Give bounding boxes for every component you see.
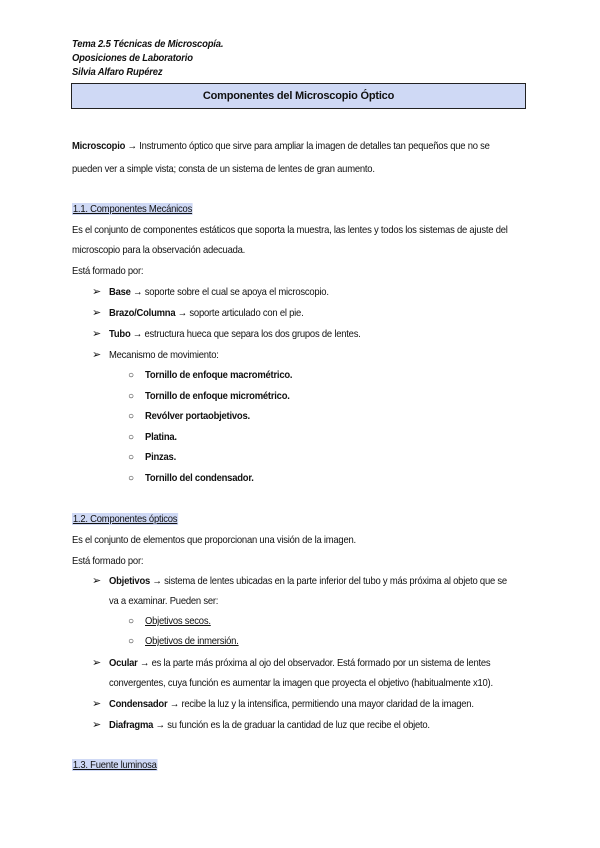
subitem-pinzas: Pinzas.	[145, 451, 176, 463]
list-item-ocular-cont: convergentes, cuya función es aumentar la imagen que proyecta el objetivo (habitualmente x10).	[109, 677, 493, 689]
circle-bullet-icon: ○	[128, 370, 135, 381]
list-item-objetivos: Objetivos → sistema de lentes ubicadas en la parte inferior del tubo y más próxima al objeto que se	[109, 575, 507, 587]
sec1-desc-2: microscopio para la observación adecuada.	[72, 244, 246, 256]
list-item-condensador: Condensador → recibe la luz y la intensifica, permitiendo una mayor claridad de la imagen.	[109, 698, 474, 710]
subitem-macrometrico: Tornillo de enfoque macrométrico.	[145, 369, 293, 381]
arrow-bullet-icon: ➢	[92, 328, 102, 340]
circle-bullet-icon: ○	[128, 616, 135, 627]
circle-bullet-icon: ○	[128, 432, 135, 443]
subitem-platina: Platina.	[145, 431, 177, 443]
intro-text-1: → Instrumento óptico que sirve para ampliar la imagen de detalles tan pequeños que no se	[125, 140, 490, 152]
list-item-objetivos-cont: va a examinar. Pueden ser:	[109, 595, 219, 607]
header-author: Silvia Alfaro Rupérez	[72, 66, 163, 78]
arrow-bullet-icon: ➢	[92, 307, 102, 319]
intro-line-1	[72, 140, 490, 152]
arrow-bullet-icon: ➢	[92, 286, 102, 298]
arrow-bullet-icon: ➢	[92, 698, 102, 710]
arrow-bullet-icon: ➢	[92, 719, 102, 731]
sec1-formed: Está formado por:	[72, 265, 144, 277]
circle-bullet-icon: ○	[128, 636, 135, 647]
intro-term: Microscopio	[72, 140, 126, 152]
header-topic: Tema 2.5 Técnicas de Microscopía.	[72, 38, 224, 50]
sec1-desc-1: Es el conjunto de componentes estáticos que soporta la muestra, las lentes y todos los sistemas de ajuste del	[72, 224, 508, 236]
circle-bullet-icon: ○	[128, 473, 135, 484]
arrow-bullet-icon: ➢	[92, 349, 102, 361]
section-heading-opticos: 1.2. Componentes ópticos	[72, 513, 178, 525]
document-title: Componentes del Microscopio Óptico	[71, 83, 526, 109]
list-item-diafragma: Diafragma → su función es la de graduar la cantidad de luz que recibe el objeto.	[109, 719, 430, 731]
section-heading-mecanicos: 1.1. Componentes Mecánicos	[72, 203, 193, 215]
list-item-base: Base → soporte sobre el cual se apoya el microscopio.	[109, 286, 329, 298]
list-item-brazo: Brazo/Columna → soporte articulado con el pie.	[109, 307, 304, 319]
subitem-revolver: Revólver portaobjetivos.	[145, 410, 250, 422]
arrow-bullet-icon: ➢	[92, 657, 102, 669]
subitem-micrometrico: Tornillo de enfoque micrométrico.	[145, 390, 290, 402]
intro-line-2: pueden ver a simple vista; consta de un sistema de lentes de gran aumento.	[72, 163, 375, 175]
arrow-bullet-icon: ➢	[92, 575, 102, 587]
subitem-objetivos-inmersion: Objetivos de inmersión.	[145, 635, 239, 647]
subitem-condensador: Tornillo del condensador.	[145, 472, 254, 484]
circle-bullet-icon: ○	[128, 391, 135, 402]
list-item-tubo: Tubo → estructura hueca que separa los dos grupos de lentes.	[109, 328, 361, 340]
circle-bullet-icon: ○	[128, 452, 135, 463]
sec2-desc-1: Es el conjunto de elementos que proporcionan una visión de la imagen.	[72, 534, 356, 546]
subitem-objetivos-secos: Objetivos secos.	[145, 615, 211, 627]
list-item-mecanismo: Mecanismo de movimiento:	[109, 349, 219, 361]
list-item-ocular: Ocular → es la parte más próxima al ojo del observador. Está formado por un sistema de lentes	[109, 657, 491, 669]
sec2-formed: Está formado por:	[72, 555, 144, 567]
header-course: Oposiciones de Laboratorio	[72, 52, 193, 64]
circle-bullet-icon: ○	[128, 411, 135, 422]
section-heading-fuente: 1.3. Fuente luminosa	[72, 759, 157, 771]
